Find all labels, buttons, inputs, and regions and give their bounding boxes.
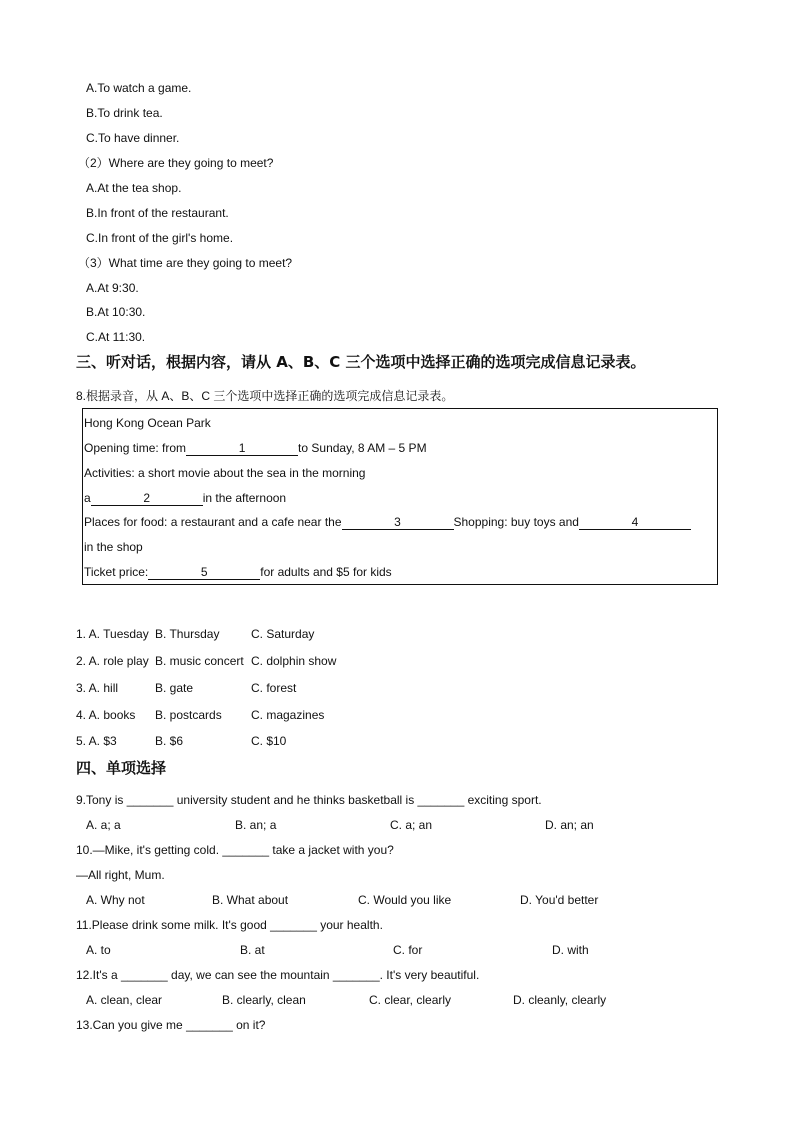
q11-option-c: C. for	[393, 943, 423, 957]
choice-2-b: B. music concert	[155, 654, 244, 668]
choice-5-c: C. $10	[251, 734, 287, 748]
q12-option-d: D. cleanly, clearly	[513, 993, 607, 1007]
section-4-heading: 四、单项选择	[76, 759, 167, 777]
q7-1-option-a: A.To watch a game.	[86, 81, 192, 95]
shopping-label: Shopping: buy toys and	[453, 515, 579, 529]
table-ticket-row	[84, 564, 392, 580]
ticket-prices: for adults and $5 for kids	[260, 565, 392, 579]
choice-3-c: C. forest	[251, 681, 297, 695]
q11-option-d: D. with	[552, 943, 589, 957]
q7-1-option-c: C.To have dinner.	[86, 131, 180, 145]
choice-5-b: B. $6	[155, 734, 184, 748]
q13-question: 13.Can you give me _______ on it?	[76, 1018, 266, 1032]
choice-3-b: B. gate	[155, 681, 194, 695]
afternoon-label: in the afternoon	[202, 491, 287, 505]
q10-option-c: C. Would you like	[358, 893, 452, 907]
q7-3-option-c: C.At 11:30.	[86, 330, 146, 344]
blank-4[interactable]: 4	[579, 515, 691, 530]
table-food-row	[84, 514, 691, 530]
q11-question: 11.Please drink some milk. It's good _______ your health.	[76, 918, 383, 932]
blank-2[interactable]: 2	[91, 491, 203, 506]
section-3-heading: 三、听对话，根据内容，请从 A、B、C 三个选项中选择正确的选项完成信息记录表。	[76, 353, 646, 371]
q7-3-option-a: A.At 9:30.	[86, 281, 139, 295]
choice-5-a: 5. A. $3	[76, 734, 117, 748]
blank-5[interactable]: 5	[148, 565, 260, 580]
q7-2-option-b: B.In front of the restaurant.	[86, 206, 229, 220]
q7-1-option-b: B.To drink tea.	[86, 106, 163, 120]
q9-option-c: C. a; an	[390, 818, 433, 832]
q12-option-c: C. clear, clearly	[369, 993, 452, 1007]
q12-question: 12.It's a _______ day, we can see the mountain _______. It's very beautiful.	[76, 968, 480, 982]
q12-option-b: B. clearly, clean	[222, 993, 306, 1007]
afternoon-article: a	[84, 491, 91, 505]
table-shop-row: in the shop	[84, 540, 143, 554]
q7-3-option-b: B.At 10:30.	[86, 305, 146, 319]
table-title: Hong Kong Ocean Park	[84, 416, 211, 430]
q9-option-d: D. an; an	[545, 818, 594, 832]
opening-label: Opening time: from	[84, 441, 187, 455]
choice-2-c: C. dolphin show	[251, 654, 337, 668]
choice-1-c: C. Saturday	[251, 627, 315, 641]
ticket-label: Ticket price:	[84, 565, 149, 579]
choice-4-c: C. magazines	[251, 708, 325, 722]
opening-hours: to Sunday, 8 AM – 5 PM	[298, 441, 427, 455]
choice-3-a: 3. A. hill	[76, 681, 119, 695]
q7-2-question: （2）Where are they going to meet?	[78, 156, 274, 170]
food-label: Places for food: a restaurant and a cafe near the	[84, 515, 342, 529]
q10-option-d: D. You'd better	[520, 893, 599, 907]
choice-4-a: 4. A. books	[76, 708, 136, 722]
q10-response: —All right, Mum.	[76, 868, 165, 882]
q10-option-a: A. Why not	[86, 893, 145, 907]
choice-4-b: B. postcards	[155, 708, 222, 722]
blank-3[interactable]: 3	[342, 515, 454, 530]
q10-option-b: B. What about	[212, 893, 289, 907]
table-afternoon-row	[84, 490, 286, 506]
q9-option-a: A. a; a	[86, 818, 121, 832]
table-opening-row	[84, 440, 427, 456]
q7-2-option-a: A.At the tea shop.	[86, 181, 182, 195]
q12-option-a: A. clean, clear	[86, 993, 163, 1007]
blank-1[interactable]: 1	[186, 441, 298, 456]
q10-question: 10.—Mike, it's getting cold. _______ take a jacket with you?	[76, 843, 394, 857]
choice-2-a: 2. A. role play	[76, 654, 149, 668]
table-activities-row: Activities: a short movie about the sea in the morning	[84, 466, 366, 480]
choice-1-a: 1. A. Tuesday	[76, 627, 149, 641]
q11-option-a: A. to	[86, 943, 111, 957]
q9-question: 9.Tony is _______ university student and he thinks basketball is _______ exciting sport.	[76, 793, 542, 807]
q8-instruction: 8.根据录音，从 A、B、C 三个选项中选择正确的选项完成信息记录表。	[76, 389, 454, 403]
q7-2-option-c: C.In front of the girl's home.	[86, 231, 234, 245]
q11-option-b: B. at	[240, 943, 265, 957]
q7-3-question: （3）What time are they going to meet?	[78, 256, 293, 270]
q9-option-b: B. an; a	[235, 818, 277, 832]
choice-1-b: B. Thursday	[155, 627, 220, 641]
